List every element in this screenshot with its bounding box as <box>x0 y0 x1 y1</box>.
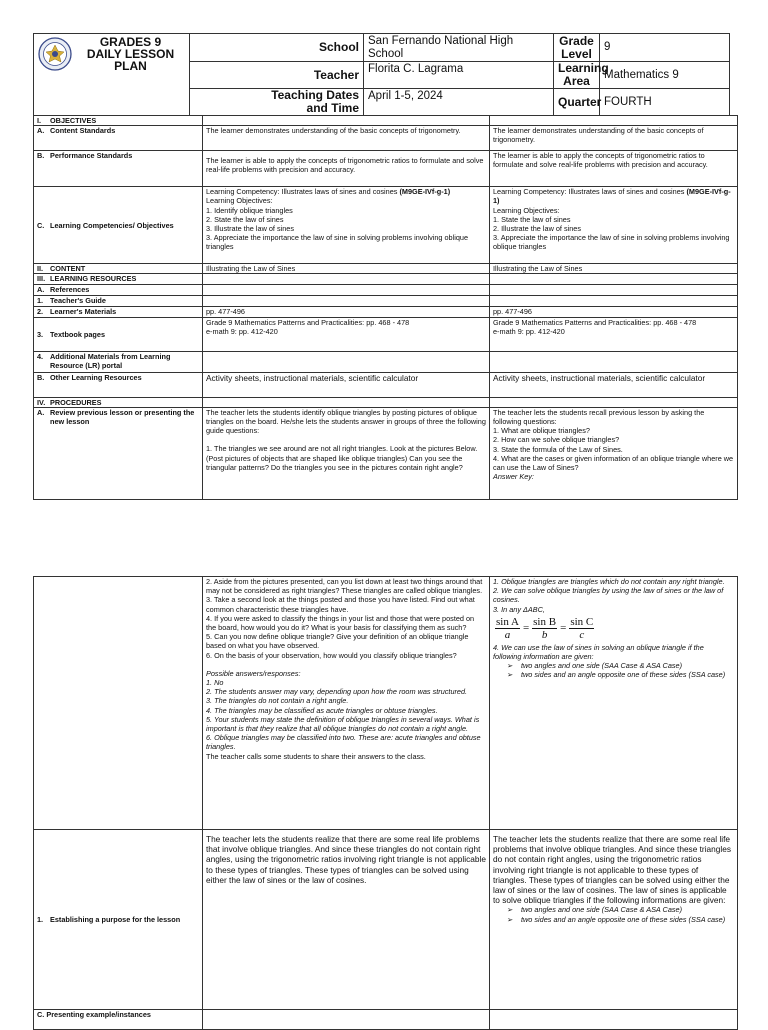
competencies-label: Learning Competencies/ Objectives <box>50 220 174 230</box>
area-label-line2: Area <box>563 74 590 88</box>
plan-title-line1: GRADES 9 <box>99 35 162 49</box>
performance-standards-day2: The learner is able to apply the concepts of trigonometric ratios to formulate and solve real-life problems with precision and accuracy. <box>490 151 738 187</box>
objectives-heading: OBJECTIVES <box>50 116 97 125</box>
case-item <box>493 661 734 670</box>
references-label: References <box>50 284 90 294</box>
guide-question: 4. If you were asked to classify the things in your list and those that were posted on the board, how would you do it? What is your basis for classifying them as such? <box>206 613 475 633</box>
possible-answer: 4. The triangles may be classified as acute triangles or obtuse triangles. <box>206 705 438 715</box>
content-standards-day1: The learner demonstrates understanding of the basic concepts of trigonometry. <box>203 126 490 151</box>
case-item <box>493 915 734 924</box>
recall-question: 2. How can we solve oblique triangles? <box>493 435 620 445</box>
textbook-line: Grade 9 Mathematics Patterns and Practicalities: pp. 468 - 478 <box>206 317 410 327</box>
objective-item: 3. Illustrate the law of sines <box>206 224 295 234</box>
lc-code: (M9GE-IVf-g-1) <box>493 187 731 206</box>
item-num: 1. <box>37 914 44 924</box>
quarter-value: FOURTH <box>600 89 730 116</box>
review-intro: The teacher lets the students identify oblique triangles by posting pictures of oblique triangles on the board. He/she lets the students answer in groups of three the following guide questions: <box>206 407 486 436</box>
item-num: 3. <box>37 329 44 339</box>
review-intro: The teacher lets the students recall previous lesson by asking the following questions: <box>493 407 705 427</box>
content-row <box>34 264 738 274</box>
content-day2: Illustrating the Law of Sines <box>490 264 738 274</box>
possible-answer: 1. No <box>206 678 224 688</box>
law-of-sines-formula <box>493 614 734 643</box>
learners-materials-day1: pp. 477-496 <box>203 306 490 317</box>
share-instruction: The teacher calls some students to share their answers to the class. <box>206 751 426 761</box>
lo-label: Learning Objectives: <box>206 196 273 206</box>
lc-code: (M9GE-IVf-g-1) <box>399 187 451 197</box>
grade-level-label <box>554 34 600 62</box>
case-text: two angles and one side (SAA Case & ASA Case) <box>521 905 683 915</box>
quarter-label: Quarter <box>554 89 600 116</box>
learning-area-value: Mathematics 9 <box>600 62 730 89</box>
review-continued-row <box>34 577 738 830</box>
learners-materials-label: Learner's Materials <box>50 306 117 316</box>
textbook-line: e-math 9: pp. 412-420 <box>493 326 565 336</box>
header-logo-title-cell <box>34 34 190 116</box>
item-num: 2. <box>37 306 44 316</box>
performance-standards-row <box>34 151 738 187</box>
review-day2 <box>490 407 738 499</box>
purpose-day1: The teacher lets the students realize that there are some real life problems that involve oblique triangles. And since these triangles do not contain right angles, using the trigonometric ratios involving right triangle is not applicable to these types of triangles. These types of triangles can be solved using either the law of sines or the law of cosines. <box>203 830 490 1010</box>
other-resources-label: Other Learning Resources <box>50 372 142 382</box>
textbook-day1 <box>203 317 490 351</box>
item-num: A. <box>37 284 45 294</box>
recall-question: 4. What are the cases or given information of an oblique triangle where we can use the Law of Sines? <box>493 453 734 473</box>
additional-materials-label: Additional Materials from Learning Resource (LR) portal <box>50 351 171 370</box>
school-value: San Fernando National High School <box>364 34 554 62</box>
arrow-bullet-icon: ➢ <box>507 914 514 924</box>
case-text: two sides and an angle opposite one of these sides (SSA case) <box>521 914 726 924</box>
item-num: A. <box>37 407 45 417</box>
textbook-line: e-math 9: pp. 412-420 <box>206 326 278 336</box>
dates-value: April 1-5, 2024 <box>364 89 554 116</box>
learners-materials-row <box>34 306 738 317</box>
teacher-label: Teacher <box>190 62 364 89</box>
guide-question: 5. Can you now define oblique triangle? Give your definition of an oblique triangle based on what you have observed. <box>206 632 469 651</box>
formula-equals: = <box>522 621 530 634</box>
teachers-guide-label: Teacher's Guide <box>50 295 106 305</box>
lesson-plan-header <box>33 33 730 116</box>
dates-label-line1: Teaching Dates <box>271 88 359 102</box>
case-text: two sides and an angle opposite one of these sides (SSA case) <box>521 670 726 680</box>
teachers-guide-row <box>34 295 738 306</box>
dates-label <box>190 89 364 116</box>
answer-key-label: Answer Key: <box>493 472 534 482</box>
purpose-row <box>34 830 738 1010</box>
other-resources-row <box>34 372 738 397</box>
performance-standards-label: Performance Standards <box>50 151 133 161</box>
review-continued-day2 <box>490 577 738 830</box>
formula-numerator: sin B <box>533 615 557 628</box>
dates-label-line2: and Time <box>306 101 359 115</box>
item-num: A. <box>37 126 45 136</box>
teacher-value: Florita C. Lagrama <box>364 62 554 89</box>
purpose-day2-text: The teacher lets the students realize that there are some real life problems that involve oblique triangles. And since these triangles do not contain right angles, using the trigonometric ratios involving right triangle is not applicable to these types of triangles. These types of triangles can be solved using either the law of sines or the law of cosines. The law of sines is applicable to solve oblique triangles if the following informations are given: <box>493 834 731 906</box>
objective-item: 3. Appreciate the importance the law of sine in solving problems involving oblique triangles <box>206 233 469 252</box>
answer-key-item: 1. Oblique triangles are triangles which do not contain any right triangle. <box>493 577 725 586</box>
content-standards-row <box>34 126 738 151</box>
content-standards-day2: The learner demonstrates understanding of the basic concepts of trigonometry. <box>490 126 738 151</box>
objective-item: 2. Illustrate the law of sines <box>493 224 582 234</box>
lo-label: Learning Objectives: <box>493 205 560 215</box>
references-row <box>34 284 738 295</box>
competencies-row <box>34 187 738 264</box>
school-label: School <box>190 34 364 62</box>
performance-standards-day1: The learner is able to apply the concepts of trigonometric ratios to formulate and solve real-life problems with precision and accuracy. <box>203 151 490 187</box>
next-row-partial <box>34 1010 738 1030</box>
item-num: 1. <box>37 295 44 305</box>
review-row <box>34 407 738 499</box>
possible-answers-label: Possible answers/responses: <box>206 668 301 678</box>
grade-label-line2: Level <box>561 46 592 61</box>
formula-denominator: a <box>504 628 511 641</box>
guide-question: 2. Aside from the pictures presented, can you list down at least two things around that may not be considered as right triangles? These triangles are called oblique triangles. <box>206 577 483 596</box>
plan-title <box>74 36 187 72</box>
purpose-day2 <box>490 830 738 1010</box>
lc-text: Learning Competency: Illustrates laws of sines and cosines <box>493 187 685 197</box>
section-num: II. <box>37 264 44 274</box>
textbook-day2 <box>490 317 738 351</box>
procedures-heading: PROCEDURES <box>50 397 102 407</box>
area-label-line1: Learning <box>558 61 609 75</box>
additional-materials-row <box>34 351 738 372</box>
item-num: C. <box>37 220 45 230</box>
formula-numerator: sin C <box>570 615 594 628</box>
objective-item: 3. Appreciate the importance the law of sine in solving problems involving oblique triangles <box>493 233 730 252</box>
review-continued-day1 <box>203 577 490 830</box>
textbook-label: Textbook pages <box>50 329 106 339</box>
deped-seal-icon <box>38 37 72 71</box>
arrow-bullet-icon: ➢ <box>507 661 514 671</box>
grade-label-line1: Grade <box>559 33 594 48</box>
possible-answer: 5. Your students may state the definition of oblique triangles in several ways. What is important is that they realize that all oblique triangles do not contain a right angle. <box>206 714 480 734</box>
review-label: Review previous lesson or presenting the new lesson <box>50 407 195 427</box>
item-num: 4. <box>37 351 44 361</box>
content-heading: CONTENT <box>50 264 86 274</box>
other-resources-day1: Activity sheets, instructional materials, scientific calculator <box>203 372 490 397</box>
objective-item: 1. State the law of sines <box>493 214 571 224</box>
section-num: I. <box>37 116 42 125</box>
purpose-label: Establishing a purpose for the lesson <box>50 914 181 924</box>
content-standards-label: Content Standards <box>50 126 116 136</box>
possible-answer: 6. Oblique triangles may be classified into two. These are: acute triangles and obtuse triangles. <box>206 733 481 752</box>
section-num: III. <box>37 274 46 284</box>
grade-level-value: 9 <box>600 34 730 62</box>
case-text: two angles and one side (SAA Case & ASA Case) <box>521 661 683 671</box>
textbook-line: Grade 9 Mathematics Patterns and Practicalities: pp. 468 - 478 <box>493 317 697 327</box>
formula-denominator: c <box>579 628 585 641</box>
objective-item: 2. State the law of sines <box>206 214 284 224</box>
content-day1: Illustrating the Law of Sines <box>203 264 490 274</box>
formula-equals: = <box>560 621 567 634</box>
learners-materials-day2: pp. 477-496 <box>490 306 738 317</box>
recall-question: 3. State the formula of the Law of Sines. <box>493 444 623 454</box>
arrow-bullet-icon: ➢ <box>507 670 514 680</box>
competencies-day2 <box>490 187 738 264</box>
answer-key-item: 4. We can use the law of sines in solving an oblique triangle if the following information are given: <box>493 642 704 662</box>
next-row-label: C. Presenting example/instances <box>34 1010 203 1030</box>
item-num: B. <box>37 151 45 161</box>
objectives-row <box>34 116 738 126</box>
guide-question: 1. The triangles we see around are not all right triangles. Look at the pictures Below. (Post pictures of objects that are shaped like oblique triangles) Can you see the triangular patterns? Do the triangles you see in the pictures contain right angle? <box>206 444 478 472</box>
arrow-bullet-icon: ➢ <box>507 905 514 915</box>
answer-key-item: 2. We can solve oblique triangles by using the law of sines or the law of cosines. <box>493 586 724 605</box>
lesson-plan-body-page2 <box>33 576 738 1030</box>
guide-question: 6. On the basis of your observation, how would you classify oblique triangles? <box>206 650 457 660</box>
answer-key-item: 3. In any ΔABC, <box>493 604 545 614</box>
textbook-row <box>34 317 738 351</box>
objective-item: 1. Identify oblique triangles <box>206 205 293 215</box>
competencies-day1 <box>203 187 490 264</box>
learning-resources-heading: LEARNING RESOURCES <box>50 274 137 284</box>
guide-question: 3. Take a second look at the things posted and those you have listed. Find out what common characteristic these triangles have. <box>206 595 475 614</box>
other-resources-day2: Activity sheets, instructional materials, scientific calculator <box>490 372 738 397</box>
learning-resources-row <box>34 274 738 284</box>
lesson-plan-body-page1 <box>33 115 738 500</box>
case-item <box>493 670 734 679</box>
review-day1 <box>203 407 490 499</box>
possible-answer: 2. The students answer may vary, depending upon how the room was structured. <box>206 687 468 697</box>
possible-answer: 3. The triangles do not contain a right angle. <box>206 696 349 706</box>
formula-numerator: sin A <box>496 615 519 628</box>
procedures-row <box>34 397 738 407</box>
learning-area-label <box>554 61 609 89</box>
section-num: IV. <box>37 397 46 407</box>
lc-text: Learning Competency: Illustrates laws of sines and cosines <box>206 187 398 197</box>
formula-denominator: b <box>541 628 548 641</box>
case-item <box>493 905 734 914</box>
recall-question: 1. What are oblique triangles? <box>493 426 590 436</box>
plan-title-line2: DAILY LESSON PLAN <box>86 47 175 73</box>
item-num: B. <box>37 372 45 382</box>
